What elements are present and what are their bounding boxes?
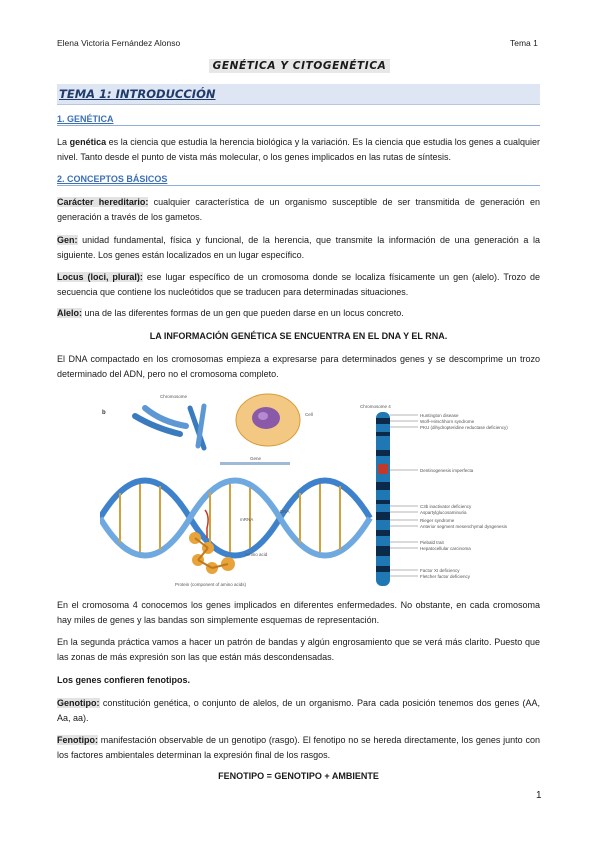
gene-wolf-hirschhorn: Wolf–Hirschhorn syndrome xyxy=(420,419,475,424)
mrna-arrow xyxy=(205,510,208,538)
definition-fenotipo xyxy=(57,733,540,763)
header-topic: Tema 1 xyxy=(510,38,538,48)
definition-text: unidad fundamental, física y funcional, de la herencia, que transmite la información de una generación a la siguiente. Los genes están localizados en un lugar específico. xyxy=(57,235,540,260)
gene-factor-xi: Factor XI deficiency xyxy=(420,568,460,573)
term-genetica: genética xyxy=(69,137,107,147)
definition-locus xyxy=(57,270,540,300)
gene-aspartylglucosaminuria: Aspartylglucosaminuria xyxy=(420,510,467,515)
gene-c3b: C3b inactivator deficiency xyxy=(420,504,472,509)
label-dna: DNA xyxy=(280,509,290,514)
definition-text: ese lugar específico de un cromosoma donde se localiza físicamente un gen (alelo). Trozo de secuencia que contiene los nucleótidos que se traducen para determinadas situaciones. xyxy=(57,272,540,297)
definition-gen xyxy=(57,233,540,263)
definition-genotipo xyxy=(57,696,540,726)
tema-banner xyxy=(57,84,540,105)
label-chromosome: Chromosome xyxy=(160,394,188,399)
panel-letter: b xyxy=(102,410,106,416)
gene-anterior-segment: Anterior segment mesenchymal dysgenesis xyxy=(420,524,508,529)
label-cell: Cell xyxy=(305,412,313,417)
figure-dna-chromosome xyxy=(100,388,520,588)
section-heading-genetica xyxy=(57,114,540,126)
gene-piebald: Piebald trait xyxy=(420,540,444,545)
paragraph-genetica xyxy=(57,135,540,165)
label-protein: Protein (component of amino acids) xyxy=(175,582,247,587)
cell-illustration xyxy=(236,394,300,446)
formula-fenotipo: FENOTIPO = GENOTIPO + AMBIENTE xyxy=(218,771,379,781)
gene-rieger: Rieger syndrome xyxy=(420,518,455,523)
definition-caracter xyxy=(57,195,540,225)
definition-text: cualquier característica de un organismo susceptible de ser transmitida de generación en generación a través de los gametos. xyxy=(57,197,540,222)
label-mrna: mRNA xyxy=(240,517,254,522)
label-gene: Gene xyxy=(250,456,262,461)
gene-dentinogenesis: Dentinogenesis imperfecta xyxy=(420,468,474,473)
definition-text: constitución genética, o conjunto de alelos, de un organismo. Para cada posición tenemos dos genes (AA, Aa, aa). xyxy=(57,698,540,723)
gene-hepatocellular: Hepatocellular carcinoma xyxy=(420,546,471,551)
paragraph-cromosoma-4: En el cromosoma 4 conocemos los genes implicados en diferentes enfermedades. No obstante, en cada cromosoma hay miles de genes y las bandas son simplemente esquemas de representación. xyxy=(57,600,540,625)
header-author: Elena Victoria Fernández Alonso xyxy=(57,38,181,48)
term-alelo: Alelo: xyxy=(57,308,83,318)
label-amino-acid: Amino acid xyxy=(245,552,268,557)
term-genotipo: Genotipo: xyxy=(57,698,100,708)
tema-title: TEMA 1: INTRODUCCIÓN xyxy=(59,87,216,101)
paragraph-practica: En la segunda práctica vamos a hacer un patrón de bandas y algún engrosamiento que se verá más clarito. Puesto que las zonas de más expresión son las que están más descondensadas. xyxy=(57,637,540,662)
term-fenotipo: Fenotipo: xyxy=(57,735,98,745)
paragraph-dna: El DNA compactado en los cromosomas empieza a expresarse para determinados genes y se descomprime un trozo determinado del ADN, pero no el cromosoma completo. xyxy=(57,354,540,379)
section-heading-conceptos xyxy=(57,174,540,186)
gene-huntington: Huntington disease xyxy=(420,413,459,418)
term-caracter: Carácter hereditario: xyxy=(57,197,149,207)
chromosome-4-ideogram xyxy=(376,412,390,586)
document-title xyxy=(0,56,599,74)
text-fragment: es la ciencia que estudia la herencia biológica y la variación. Es la ciencia que estudia los genes a cualquier nivel. Tanto desde el punto de vista más molecular, o los genes implicados en las rutas de síntesis. xyxy=(57,137,541,162)
dna-helix xyxy=(100,481,370,556)
term-locus: Locus (loci, plural): xyxy=(57,272,143,282)
ideogram-leader-lines xyxy=(390,415,418,576)
bold-statement: Los genes confieren fenotipos. xyxy=(57,675,191,685)
text-fragment: La xyxy=(57,137,70,147)
definition-text: una de las diferentes formas de un gen que pueden darse en un locus concreto. xyxy=(82,308,404,318)
gene-bracket xyxy=(220,462,290,465)
section-heading-text: 2. CONCEPTOS BÁSICOS xyxy=(57,174,168,184)
definition-text: manifestación observable de un genotipo (rasgo). El fenotipo no se hereda directamente, los genes junto con los factores ambientales determinan la expresión final de los rasgos. xyxy=(57,735,540,760)
page-number: 1 xyxy=(536,790,542,801)
definition-alelo xyxy=(57,306,540,321)
gene-fletcher: Fletcher factor deficiency xyxy=(420,574,471,579)
chromosome-4-title: Chromosome 4 xyxy=(360,404,391,409)
chromosome-illustration xyxy=(135,406,204,448)
document-title-text: GENÉTICA Y CITOGENÉTICA xyxy=(209,59,391,73)
term-gen: Gen: xyxy=(57,235,78,245)
gene-pku: PKU (dihydropteridine reductase deficiency) xyxy=(420,425,508,430)
section-heading-text: 1. GENÉTICA xyxy=(57,114,114,124)
subheading-info-genetica: LA INFORMACIÓN GENÉTICA SE ENCUENTRA EN EL DNA Y EL RNA. xyxy=(149,331,448,341)
